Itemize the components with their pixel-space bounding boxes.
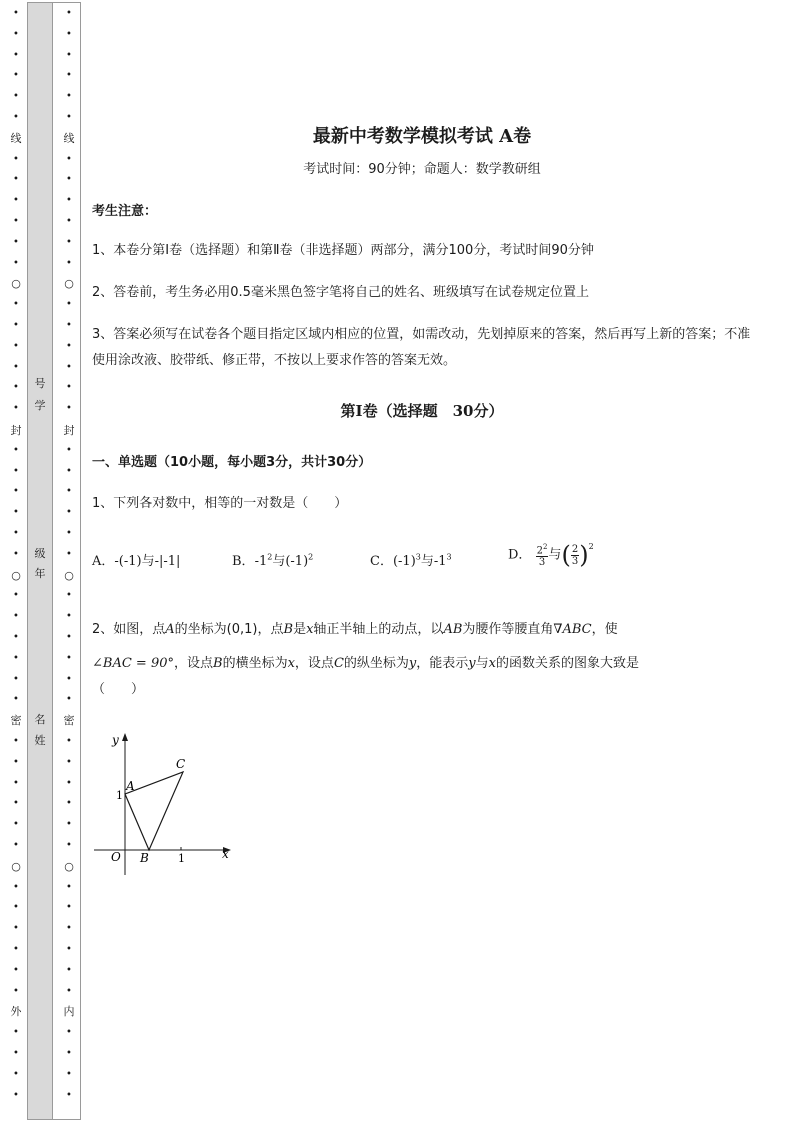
inner-circle-3: ○ <box>64 860 74 873</box>
inner-dot: • <box>66 216 72 227</box>
y-axis-label: y <box>112 733 119 747</box>
inner-dot: • <box>66 361 72 373</box>
option-c-exp2: 3 <box>446 552 452 562</box>
outer-dot: • <box>13 881 19 893</box>
outer-dot: • <box>13 507 19 519</box>
x-axis-label: x <box>222 847 229 861</box>
y-tick-label: 1 <box>116 789 123 802</box>
inner-dot: • <box>66 902 72 914</box>
outer-label-4: 外 <box>10 1005 22 1018</box>
origin-label: O <box>111 850 121 864</box>
inner-dot: • <box>66 340 72 352</box>
option-a-label: A． <box>92 554 115 569</box>
inner-circle-2: ○ <box>64 569 74 582</box>
outer-dot: • <box>13 798 19 810</box>
outer-dot: • <box>13 611 19 623</box>
inner-label-1: 线 <box>63 132 75 145</box>
question-1-option-a[interactable] <box>92 550 180 569</box>
inner-dot: • <box>66 382 72 394</box>
option-d-num: 2 <box>536 545 543 557</box>
strip-label-ming: 名 <box>34 713 46 726</box>
outer-dot: • <box>13 632 19 643</box>
outer-dot: • <box>13 548 19 560</box>
question-1-option-d[interactable]: D． $\frac{2^2}{3}$ 与( $\frac{2}{3}$ )$^2$ <box>508 541 594 570</box>
outer-dot: • <box>13 736 19 747</box>
inner-dot: • <box>66 528 72 539</box>
outer-dot: • <box>13 694 19 706</box>
option-c-exp: 3 <box>415 552 421 562</box>
outer-dot: • <box>13 1089 19 1101</box>
notice-item-3: 3、答案必须写在试卷各个题目指定区域内相应的位置，如需改动，先划掉原来的答案，然后再写上新的答案；不准使用涂改液、胶带纸、修正带，不按以上要求作答的答案无效。 <box>92 327 751 368</box>
option-b-exp: 2 <box>267 552 273 562</box>
outer-dot: • <box>13 8 19 19</box>
inner-dot: • <box>66 320 72 331</box>
option-d-label: D． <box>508 547 532 563</box>
question-1-option-c[interactable] <box>370 550 452 569</box>
strip-label-xue: 学 <box>34 399 46 412</box>
x-tick-label: 1 <box>178 852 185 865</box>
outer-circle-1: ○ <box>11 277 21 290</box>
outer-dot: • <box>13 590 19 602</box>
section-title: 第I卷（选择题 30分） <box>340 402 504 420</box>
outer-dot-column <box>9 0 23 1123</box>
inner-circle-1: ○ <box>64 277 74 290</box>
option-c-label: C． <box>370 554 393 569</box>
inner-dot: • <box>66 944 72 955</box>
outer-dot: • <box>13 361 19 373</box>
point-c-label: C <box>176 757 186 771</box>
notice-item-1: 1、本卷分第I卷（选择题）和第Ⅱ卷（非选择题）两部分，满分100分，考试时间90分钟 <box>92 243 594 258</box>
option-d-den: 3 <box>538 557 546 569</box>
inner-dot: • <box>66 590 72 602</box>
inner-dot: • <box>66 652 72 664</box>
inner-label-2: 封 <box>63 424 75 437</box>
question-2-line-3: （ ） <box>92 682 145 697</box>
outer-label-3: 密 <box>10 714 22 727</box>
outer-label-1: 线 <box>10 132 22 145</box>
inner-dot: • <box>66 673 72 685</box>
outer-dot: • <box>13 486 19 498</box>
point-a-label: A <box>126 779 135 793</box>
inner-dot: • <box>66 236 72 248</box>
outer-dot: • <box>13 756 19 768</box>
outer-dot: • <box>13 320 19 331</box>
inner-dot: • <box>66 70 72 82</box>
inner-dot: • <box>66 507 72 519</box>
outer-dot: • <box>13 403 19 415</box>
outer-dot: • <box>13 299 19 311</box>
inner-dot: • <box>66 923 72 935</box>
outer-dot: • <box>13 944 19 955</box>
question-1-stem: 1、下列各对数中，相等的一对数是（ ） <box>92 496 348 511</box>
question-2-line-2: ∠BAC = 90°，设点B的横坐标为x，设点C的纵坐标为y，能表示y与x的函数关系的图象大致是 <box>92 656 640 671</box>
outer-label-2: 封 <box>10 424 22 437</box>
inner-dot: • <box>66 840 72 851</box>
outer-dot: • <box>13 28 19 40</box>
inner-dot: • <box>66 465 72 477</box>
inner-dot: • <box>66 486 72 498</box>
outer-dot: • <box>13 964 19 976</box>
question-1-option-b[interactable] <box>232 550 313 569</box>
inner-label-3: 密 <box>63 714 75 727</box>
notice-heading: 考生注意： <box>92 204 158 219</box>
option-b-mid: 与(-1) <box>272 554 309 569</box>
inner-dot: • <box>66 548 72 560</box>
inner-dot: • <box>66 985 72 997</box>
exam-title: 最新中考数学模拟考试 A卷 <box>312 126 532 147</box>
inner-dot: • <box>66 1089 72 1101</box>
inner-dot: • <box>66 49 72 61</box>
strip-label-xing: 姓 <box>34 734 46 747</box>
outer-circle-2: ○ <box>11 569 21 582</box>
strip-label-nian: 年 <box>34 567 46 580</box>
inner-dot: • <box>66 819 72 831</box>
outer-dot: • <box>13 1048 19 1059</box>
inner-dot-column <box>62 0 76 1123</box>
outer-dot: • <box>13 153 19 165</box>
inner-dot: • <box>66 28 72 40</box>
option-c-mid: 与-1 <box>420 554 447 569</box>
inner-dot: • <box>66 1068 72 1080</box>
inner-dot: • <box>66 756 72 768</box>
option-d-num2: 2 <box>571 543 579 555</box>
option-d-mid: 与 <box>548 547 562 563</box>
outer-dot: • <box>13 673 19 685</box>
exam-subtitle: 考试时间：90分钟；命题人：数学教研组 <box>303 162 541 177</box>
notice-item-2: 2、答卷前，考生务必用0.5毫米黑色签字笔将自己的姓名、班级填写在试卷规定位置上 <box>92 285 589 300</box>
student-info-strip <box>27 2 53 1120</box>
option-a-text: -(-1)与-|-1| <box>114 554 181 569</box>
outer-dot: • <box>13 819 19 831</box>
inner-dot: • <box>66 91 72 103</box>
outer-dot: • <box>13 777 19 789</box>
outer-dot: • <box>13 340 19 352</box>
inner-dot: • <box>66 8 72 19</box>
outer-dot: • <box>13 1027 19 1039</box>
outer-dot: • <box>13 652 19 664</box>
inner-dot: • <box>66 798 72 810</box>
inner-dot: • <box>66 632 72 643</box>
outer-dot: • <box>13 91 19 103</box>
question-2-line-1: 2、如图，点A的坐标为(0,1)，点B是x轴正半轴上的动点，以AB为腰作等腰直角∇ABC，使 <box>92 622 618 637</box>
inner-dot: • <box>66 736 72 747</box>
outer-dot: • <box>13 444 19 456</box>
option-b-label: B． <box>232 554 255 569</box>
outer-dot: • <box>13 216 19 227</box>
option-d-fraction-2 <box>571 544 579 567</box>
option-c-left: (-1) <box>392 554 416 569</box>
outer-dot: • <box>13 257 19 269</box>
option-d-fraction-1 <box>536 542 549 568</box>
inner-dot: • <box>66 881 72 893</box>
inner-dot: • <box>66 153 72 165</box>
outer-dot: • <box>13 236 19 248</box>
outer-dot: • <box>13 382 19 394</box>
inner-dot: • <box>66 964 72 976</box>
inner-dot: • <box>66 444 72 456</box>
outer-dot: • <box>13 923 19 935</box>
strip-label-ji: 级 <box>34 547 46 560</box>
outer-dot: • <box>13 70 19 82</box>
outer-dot: • <box>13 840 19 851</box>
option-d-num-exp: 2 <box>542 543 548 551</box>
outer-dot: • <box>13 528 19 539</box>
inner-dot: • <box>66 112 72 123</box>
inner-dot: • <box>66 777 72 789</box>
inner-dot: • <box>66 611 72 623</box>
strip-label-hao: 号 <box>34 377 46 390</box>
outer-dot: • <box>13 112 19 123</box>
outer-dot: • <box>13 49 19 61</box>
option-b-left: -1 <box>254 554 268 569</box>
option-b-exp2: 2 <box>308 552 314 562</box>
outer-dot: • <box>13 195 19 207</box>
inner-dot: • <box>66 174 72 186</box>
option-d-den2: 3 <box>571 555 579 567</box>
inner-label-4: 内 <box>63 1005 75 1018</box>
option-d-exp: 2 <box>588 542 594 551</box>
inner-dot: • <box>66 257 72 269</box>
point-b-label: B <box>140 851 149 865</box>
inner-dot: • <box>66 195 72 207</box>
outer-dot: • <box>13 465 19 477</box>
inner-dot: • <box>66 1027 72 1039</box>
outer-dot: • <box>13 174 19 186</box>
inner-dot: • <box>66 299 72 311</box>
inner-dot: • <box>66 1048 72 1059</box>
inner-dot: • <box>66 403 72 415</box>
outer-dot: • <box>13 985 19 997</box>
part-heading: 一、单选题（10小题，每小题3分，共计30分） <box>92 455 372 470</box>
outer-dot: • <box>13 1068 19 1080</box>
question-2-figure <box>92 730 237 875</box>
inner-dot: • <box>66 694 72 706</box>
outer-circle-3: ○ <box>11 860 21 873</box>
binding-margin <box>0 0 82 1123</box>
outer-dot: • <box>13 902 19 914</box>
